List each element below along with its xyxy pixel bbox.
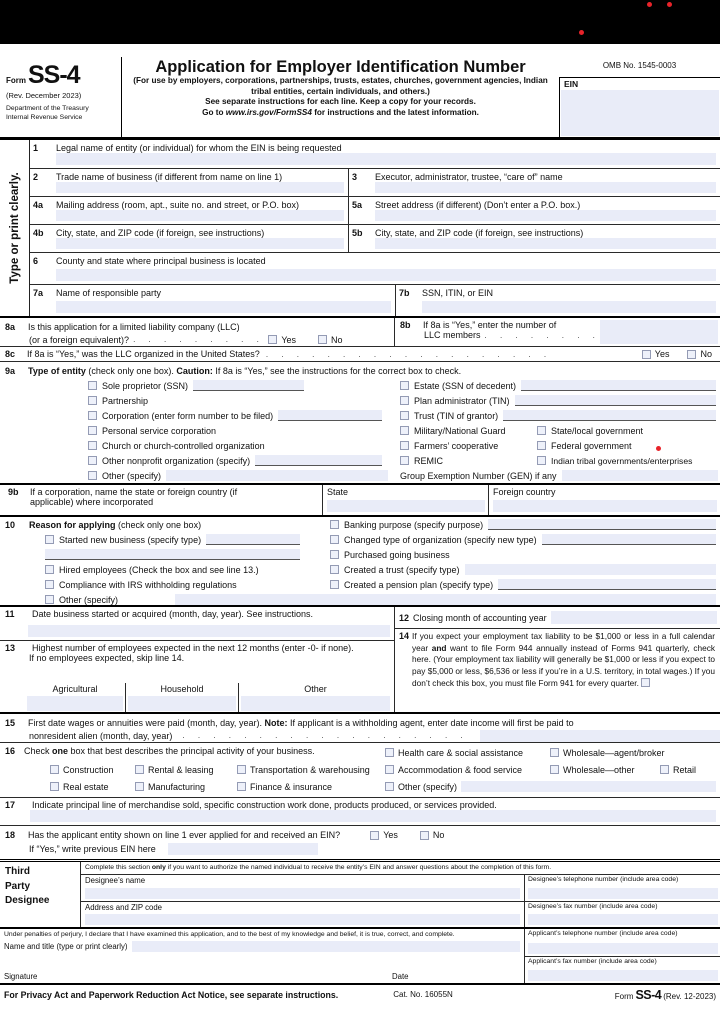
line13-num: 13 [5,643,16,653]
line5b-input[interactable] [375,238,716,249]
yes-label: Yes [383,830,398,840]
opt-retail: Retail [673,764,697,775]
checkbox-rental-leasing[interactable] [135,765,144,774]
agricultural-label: Agricultural [52,684,98,694]
line11-cell [0,607,394,640]
checkbox-accommodation[interactable] [385,765,394,774]
line12-cell [395,607,720,628]
leader-dots: . . . . . . . . [484,330,601,340]
leader-dots: . . . . . . . . . . . . . . . . . . . [265,349,552,359]
state-input[interactable] [327,500,485,512]
form-footer [0,985,720,1002]
line8c-num: 8c [5,349,16,359]
line8b-input[interactable] [600,320,718,344]
checkbox-construction[interactable] [50,765,59,774]
line16-num: 16 [5,746,16,756]
line12-input[interactable] [551,611,717,624]
estate-ssn-input[interactable] [521,380,716,391]
changed-org-input[interactable] [542,534,716,545]
checkbox-state-local-gov[interactable] [537,426,546,435]
third-party-note: Complete this section only if you want to authorize the named individual to receive the entity’s EIN and answer questions about the completion of this form. [81,862,720,875]
line13-label: Highest number of employees expected in the next 12 months (enter -0- if none). [32,643,354,653]
line7b-cell [395,285,720,316]
opt-remic: REMIC [414,455,443,466]
line18-num: 18 [5,830,16,840]
line2-cell [30,169,348,196]
foreign-country-label: Foreign country [493,487,556,497]
red-dot-marker [647,2,652,7]
line18-label: Has the applicant entity shown on line 1 ever applied for and received an EIN? [28,830,341,840]
catalog-number: Cat. No. 16055N [393,990,453,999]
line8a-num: 8a [5,321,16,332]
privacy-act-notice: For Privacy Act and Paperwork Reduction Act Notice, see separate instructions. [4,989,339,1000]
opt-personal-service-corp: Personal service corporation [102,425,217,436]
line5a-input[interactable] [375,210,716,221]
applicant-fax-label: Applicant’s fax number (include area code) [528,957,657,965]
checkbox-estate[interactable] [400,381,409,390]
line4b-num: 4b [33,228,44,238]
line15-cell [0,712,720,742]
yes-label: Yes [281,334,297,345]
line4a-input[interactable] [56,210,344,221]
other-nonprofit-specify-input[interactable] [255,455,382,466]
opt-military: Military/National Guard [414,425,506,436]
opt-banking-purpose: Banking purpose (specify purpose) [344,519,484,530]
no-label: No [700,349,712,359]
applicant-phone-cell [525,929,720,956]
line17-label: Indicate principal line of merchandise sold, specific construction work done, products produced, or services provided. [32,800,497,810]
state-label: State [327,487,349,497]
opt-farmers-coop: Farmers’ cooperative [414,440,499,451]
applicant-phone-label: Applicant’s telephone number (include area code) [528,930,678,937]
opt-irs-compliance: Compliance with IRS withholding regulations [59,579,237,590]
opt-state-local-gov: State/local government [551,425,644,436]
line7a-input[interactable] [56,301,391,313]
checkbox-military[interactable] [400,426,409,435]
line10-head: Reason for applying (check only one box) [29,519,202,530]
perjury-statement: Under penalties of perjury, I declare that I have examined this application, and to the best of my knowledge and belief, it is true, correct, and complete. [4,931,455,938]
opt-partnership: Partnership [102,395,149,406]
checkbox-indian-tribal[interactable] [537,456,546,465]
line4a-num: 4a [33,200,44,210]
other-activity-input[interactable] [461,781,716,792]
red-dot-marker [656,446,661,451]
ein-label: EIN [564,79,579,89]
line11-input[interactable] [28,625,390,637]
line1-num: 1 [33,143,39,153]
opt-manufacturing: Manufacturing [148,781,206,792]
line14-num: 14 [399,631,410,641]
household-label: Household [160,684,204,694]
checkbox-real-estate[interactable] [50,782,59,791]
checkbox-wholesale-other[interactable] [550,765,559,774]
line6-num: 6 [33,256,39,266]
opt-health-care: Health care & social assistance [398,747,524,758]
opt-created-pension: Created a pension plan (specify type) [344,579,494,590]
line7b-label: SSN, ITIN, or EIN [422,288,494,298]
created-pension-input[interactable] [498,579,716,590]
line11-num: 11 [5,609,15,619]
opt-accommodation: Accommodation & food service [398,764,523,775]
opt-church: Church or church-controlled organization [102,440,265,451]
line8b-cell [395,318,720,346]
opt-estate: Estate (SSN of decedent) [414,380,517,391]
form-word: Form [6,76,26,85]
form-subtitle-2: See separate instructions for each line. Keep a copy for your records. [205,97,476,107]
line5b-label: City, state, and ZIP code (if foreign, see instructions) [375,228,584,238]
checkbox-farmers-coop[interactable] [400,441,409,450]
line2-num: 2 [33,172,39,182]
checkbox-church[interactable] [88,441,97,450]
line12-label: Closing month of accounting year [413,612,547,623]
signature-label: Signature [4,972,38,981]
opt-started-new-business: Started new business (specify type) [59,534,202,545]
checkbox-other-reason[interactable] [45,595,54,604]
checkbox-corporation[interactable] [88,411,97,420]
opt-construction: Construction [63,764,114,775]
previous-ein-input[interactable] [168,843,318,855]
corporation-form-number-input[interactable] [278,410,382,421]
sole-proprietor-ssn-input[interactable] [193,380,304,391]
line4b-label: City, state, and ZIP code (if foreign, see instructions) [56,228,265,238]
line3-label: Executor, administrator, trustee, “care of” name [375,172,563,182]
started-new-business-input[interactable] [206,534,300,545]
form-ss4-page [0,57,720,1002]
line8b-label: If 8a is “Yes,” enter the number of [423,320,557,330]
line11-label: Date business started or acquired (month, day, year). See instructions. [32,609,313,619]
checkbox-other-entity[interactable] [88,471,97,480]
designee-name-cell [81,875,524,901]
line3-input[interactable] [375,182,716,193]
line4a-cell [30,197,348,224]
applicant-fax-input[interactable] [528,970,718,981]
household-input[interactable] [128,696,236,711]
form-id-block [0,57,122,137]
line9a-section [0,361,720,483]
checkbox-banking-purpose[interactable] [330,520,339,529]
checkbox-other-nonprofit[interactable] [88,456,97,465]
checkbox-hired-employees[interactable] [45,565,54,574]
opt-changed-org: Changed type of organization (specify new type) [344,534,537,545]
designee-address-label: Address and ZIP code [85,902,163,912]
designee-phone-input[interactable] [528,888,718,899]
line9a-num: 9a [5,366,16,376]
opt-finance-insurance: Finance & insurance [250,781,333,792]
designee-fax-input[interactable] [528,914,718,925]
opt-federal-gov: Federal government [551,440,632,451]
opt-transportation: Transportation & warehousing [250,764,370,775]
checkbox-8c-no[interactable] [687,350,696,359]
foreign-country-input[interactable] [493,500,717,512]
checkbox-finance-insurance[interactable] [237,782,246,791]
line4b-input[interactable] [56,238,344,249]
checkbox-18-no[interactable] [420,831,429,840]
line4b-cell [30,225,348,252]
line15-text: First date wages or annuities were paid (month, day, year). Note: If applicant is a withholding agent, enter date income will first be paid to [28,717,574,728]
type-or-print-gutter [0,140,30,316]
viewer-top-bar [0,0,720,44]
line14-text: If you expect your employment tax liability to be $1,000 or less in a full calendar year and want to file Form 944 annually instead of Forms 941 quarterly, check here. (Your employment tax liability will generally be $1,000 or less if you expect to pay $5,000 or less, $6,536 or less if you’re in a U.S. territory, in total wages.) If you don’t check this box, you must file Form 941 for every quarter. [412,631,715,688]
line5a-num: 5a [352,200,363,210]
red-dot-marker [667,2,672,7]
opt-other-entity: Other (specify) [102,470,162,481]
signature-section [0,927,720,985]
opt-corporation: Corporation (enter form number to be filed) [102,410,274,421]
form-revision: (Rev. December 2023) [6,91,82,100]
dept-treasury: Department of the Treasury [6,105,89,112]
designee-phone-cell [524,875,720,901]
designee-phone-label: Designee’s telephone number (include area code) [528,876,679,883]
created-trust-input[interactable] [465,564,716,575]
line15-text2: nonresident alien (month, day, year) [29,730,173,741]
opt-purchased-business: Purchased going business [344,549,450,560]
line7a-cell [30,285,395,316]
line12-num: 12 [399,612,410,623]
line9b-foreign-cell [488,485,720,515]
form-title: Application for Employer Identification Number [155,58,526,76]
checkbox-manufacturing[interactable] [135,782,144,791]
red-dot-marker [579,30,584,35]
line8c-cell [0,346,720,361]
line1-cell [30,140,720,168]
checkbox-wholesale-agent[interactable] [550,748,559,757]
line17-cell [0,797,720,825]
line5b-num: 5b [352,228,363,238]
line8a-label: Is this application for a limited liability company (LLC) [28,321,240,332]
checkbox-trust[interactable] [400,411,409,420]
type-or-print-note: Type or print clearly. [8,172,21,284]
line17-num: 17 [5,800,16,810]
line8b-label2: LLC members [424,330,481,340]
opt-other-activity: Other (specify) [398,781,458,792]
line6-label: County and state where principal business is located [56,256,266,266]
opt-wholesale-agent: Wholesale—agent/broker [563,747,665,758]
line6-cell [30,253,720,284]
line17-input[interactable] [30,810,716,822]
line8a-label2: (or a foreign equivalent)? [29,334,130,345]
name-title-input[interactable] [132,941,521,952]
other-entity-specify-input[interactable] [166,470,388,481]
opt-other-nonprofit: Other nonprofit organization (specify) [102,455,251,466]
designee-address-cell [81,902,524,928]
gen-label: Group Exemption Number (GEN) if any [400,470,557,481]
third-party-title: Third Party Designee [5,866,50,906]
checkbox-personal-service-corp[interactable] [88,426,97,435]
line2-input[interactable] [56,182,344,193]
line1-label: Legal name of entity (or individual) for whom the EIN is being requested [56,143,342,153]
checkbox-health-care[interactable] [385,748,394,757]
ein-box [559,77,720,137]
line9b-state-cell [322,485,488,515]
third-party-section [0,859,720,927]
line8c-label: If 8a is “Yes,” was the LLC organized in the United States? [27,349,260,359]
line7b-num: 7b [399,288,410,298]
agricultural-input[interactable] [27,696,123,711]
applicant-phone-input[interactable] [528,943,718,954]
checkbox-federal-gov[interactable] [537,441,546,450]
gen-input[interactable] [562,470,718,481]
applicant-fax-cell [525,956,720,984]
no-label: No [432,830,445,840]
opt-plan-administrator: Plan administrator (TIN) [414,395,510,406]
line5a-label: Street address (if different) (Don’t enter a P.O. box.) [375,200,581,210]
opt-real-estate: Real estate [63,781,109,792]
started-new-business-input-2[interactable] [45,549,300,560]
checkbox-partnership[interactable] [88,396,97,405]
banking-purpose-input[interactable] [488,519,716,530]
no-label: No [331,334,343,345]
line18-label2: If “Yes,” write previous EIN here [29,844,156,854]
opt-wholesale-other: Wholesale—other [563,764,635,775]
line9b-cell [0,485,322,515]
plan-administrator-tin-input[interactable] [515,395,716,406]
line9a-head: Type of entity (check only one box). Caution: If 8a is “Yes,” see the instructions for the correct box to check. [28,366,462,376]
checkbox-changed-org[interactable] [330,535,339,544]
checkbox-transportation[interactable] [237,765,246,774]
other-reason-input[interactable] [175,594,716,605]
line9b-label: If a corporation, name the state or foreign country (if applicable) where incorporated [30,487,238,507]
line7a-num: 7a [33,288,44,298]
checkbox-created-trust[interactable] [330,565,339,574]
designee-fax-cell [524,902,720,928]
checkbox-8a-no[interactable] [318,335,327,344]
line15-num: 15 [5,717,16,728]
checkbox-18-yes[interactable] [370,831,379,840]
footer-form-id: Form SS-4 (Rev. 12-2023) [614,987,716,1002]
form-number: SS-4 [28,61,80,89]
designee-name-input[interactable] [85,888,520,899]
leader-dots: . . . . . . . . . [133,335,265,344]
opt-sole-proprietor: Sole proprietor (SSN) [102,380,189,391]
form-subtitle-1: (For use by employers, corporations, partnerships, trusts, estates, churches, government agencies, Indian tribal entities, certain individuals, and others.) [133,76,548,96]
line5b-cell [348,225,720,252]
line16-section [0,742,720,797]
form-header [0,57,720,140]
form-subtitle-3: Go to www.irs.gov/FormSS4 for instructions and the latest information. [202,108,479,118]
line3-num: 3 [352,172,358,182]
line2-label: Trade name of business (if different from name on line 1) [56,172,283,182]
line8a-cell [0,318,395,346]
line7a-label: Name of responsible party [56,288,162,298]
opt-hired-employees: Hired employees (Check the box and see line 13.) [59,564,259,575]
line13-label2: If no employees expected, skip line 14. [29,653,185,663]
line16-head: Check one box that best describes the principal activity of your business. [24,746,315,756]
other-employees-label: Other [304,684,327,694]
omb-number: OMB No. 1545-0003 [602,61,677,70]
checkbox-remic[interactable] [400,456,409,465]
designee-name-label: Designee’s name [85,876,146,885]
checkbox-irs-compliance[interactable] [45,580,54,589]
line9b-num: 9b [8,487,19,497]
opt-indian-tribal: Indian tribal governments/enterprises [551,455,693,466]
checkbox-purchased-business[interactable] [330,550,339,559]
checkbox-started-new-business[interactable] [45,535,54,544]
line5a-cell [348,197,720,224]
checkbox-8a-yes[interactable] [268,335,277,344]
form-title-block [122,57,559,137]
checkbox-form944[interactable] [641,678,650,687]
trust-tin-input[interactable] [503,410,716,421]
line3-cell [348,169,720,196]
opt-created-trust: Created a trust (specify type) [344,564,460,575]
line8b-num: 8b [400,320,411,330]
designee-fax-label: Designee’s fax number (include area code) [528,902,658,910]
opt-trust: Trust (TIN of grantor) [414,410,499,421]
opt-rental-leasing: Rental & leasing [148,764,214,775]
checkbox-sole-proprietor[interactable] [88,381,97,390]
line6-input[interactable] [56,269,716,281]
line4a-label: Mailing address (room, apt., suite no. and street, or P.O. box) [56,200,299,210]
dept-irs: Internal Revenue Service [6,113,83,121]
checkbox-other-activity[interactable] [385,782,394,791]
leader-dots: . . . . . . . . . . . . . . . . . . . [182,731,469,740]
checkbox-created-pension[interactable] [330,580,339,589]
line13-cell [0,640,394,712]
date-label: Date [392,972,409,981]
line1-input[interactable] [56,153,716,165]
line18-cell [0,825,720,859]
checkbox-retail[interactable] [660,765,669,774]
checkbox-plan-administrator[interactable] [400,396,409,405]
line14-cell [395,628,720,712]
line10-num: 10 [5,519,16,530]
opt-other-reason: Other (specify) [59,594,119,605]
ein-input[interactable] [561,90,719,136]
checkbox-8c-yes[interactable] [642,350,651,359]
line15-input[interactable] [480,730,720,742]
name-title-label: Name and title (type or print clearly) [4,942,128,951]
line7b-input[interactable] [422,301,716,313]
irs-url: www.irs.gov/FormSS4 [225,108,312,118]
line10-section [0,515,720,605]
designee-address-input[interactable] [85,914,520,925]
other-employees-input[interactable] [241,696,390,711]
yes-label: Yes [654,349,670,359]
